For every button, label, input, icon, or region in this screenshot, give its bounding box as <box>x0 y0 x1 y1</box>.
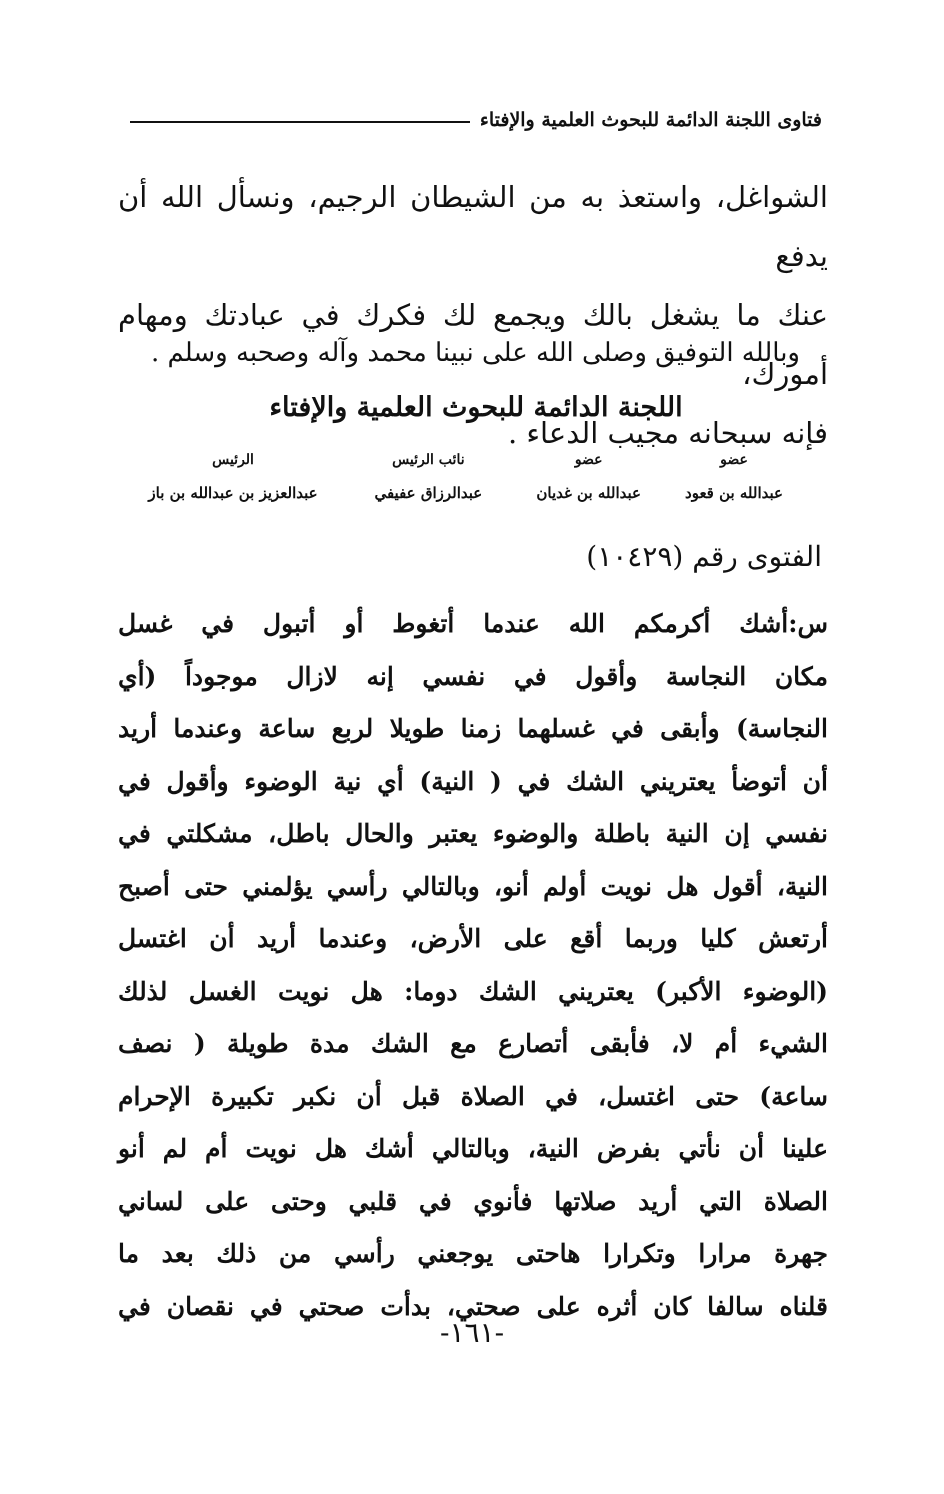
question-line: أرتعش كليا وربما أقع على الأرض، وعندما أريد أن اغتسل <box>118 924 828 953</box>
question-line: (الوضوء الأكبر) يعتريني الشك دوما: هل نويت الغسل لذلك <box>118 976 828 1006</box>
committee-title: اللجنة الدائمة للبحوث العلمية والإفتاء <box>269 392 683 423</box>
signatures-block <box>128 452 794 502</box>
intro-line: فإنه سبحانه مجيب الدعاء . <box>507 416 828 450</box>
question-line: الشيء أم لا، فأبقى أتصارع مع الشك مدة طويلة ( نصف <box>118 1029 828 1058</box>
question-line: مكان النجاسة وأقول في نفسي إنه لازال موجوداً (أي <box>118 661 828 691</box>
signatory-role: عضو <box>720 452 748 468</box>
signatory-role: الرئيس <box>212 452 254 468</box>
question-line: علينا أن نأتي بفرض النية، وبالتالي أشك هل نويت أم لم أنو <box>118 1134 828 1163</box>
signatory <box>674 452 794 502</box>
signatory-name: عبدالله بن غديان <box>536 484 641 502</box>
signatory-name: عبدالله بن قعود <box>685 484 783 502</box>
page-number: -١٦١- <box>439 1316 505 1349</box>
running-title: فتاوى اللجنة الدائمة للبحوث العلمية والإفتاء <box>479 109 822 131</box>
signatory-role: نائب الرئيس <box>392 452 465 468</box>
running-header <box>130 100 822 140</box>
question-line: الصلاة التي أريد صلاتها فأنوي في قلبي وحتى على لساني <box>118 1186 828 1216</box>
signatory-name: عبدالرزاق عفيفي <box>374 484 483 502</box>
signatory-role: عضو <box>574 452 603 468</box>
question-line: نفسي إن النية باطلة والوضوء يعتبر والحال باطل، مشكلتي في <box>118 819 828 848</box>
signatory <box>128 452 338 502</box>
question-line: س:أشك أكرمكم الله عندما أتغوط أو أتبول في غسل <box>118 609 828 638</box>
intro-line: الشواغل، واستعذ به من الشيطان الرجيم، ونسأل الله أن يدفع <box>118 180 828 273</box>
question-line: النجاسة) وأبقى في غسلهما زمنا طويلا لربع ساعة وعندما أريد <box>118 714 828 743</box>
fatwa-number: الفتوى رقم (١٠٤٢٩) <box>586 540 822 573</box>
signatory-name: عبدالعزيز بن عبدالله بن باز <box>148 484 318 502</box>
signatory <box>353 452 503 502</box>
closing-line: وبالله التوفيق وصلى الله على نبينا محمد وآله وصحبه وسلم . <box>150 338 800 368</box>
header-rule <box>130 121 470 123</box>
signatory <box>519 452 659 502</box>
intro-line: عنك ما يشغل بالك ويجمع لك فكرك في عبادتك ومهام أمورك، <box>118 298 828 391</box>
question-line: النية، أقول هل نويت أولم أنو، وبالتالي رأسي يؤلمني حتى أصبح <box>118 871 828 901</box>
question-line: قلناه سالفا كان أثره على صحتي، بدأت صحتي في نقصان في <box>118 1291 828 1321</box>
question-paragraph <box>118 598 828 1333</box>
question-line: جهرة مرارا وتكرارا هاحتى يوجعني رأسي من ذلك بعد ما <box>118 1239 828 1268</box>
question-line: أن أتوضأ يعتريني الشك في ( النية) أي نية الوضوء وأقول في <box>118 766 828 796</box>
question-line: ساعة) حتى اغتسل، في الصلاة قبل أن نكبر تكبيرة الإحرام <box>118 1081 828 1111</box>
